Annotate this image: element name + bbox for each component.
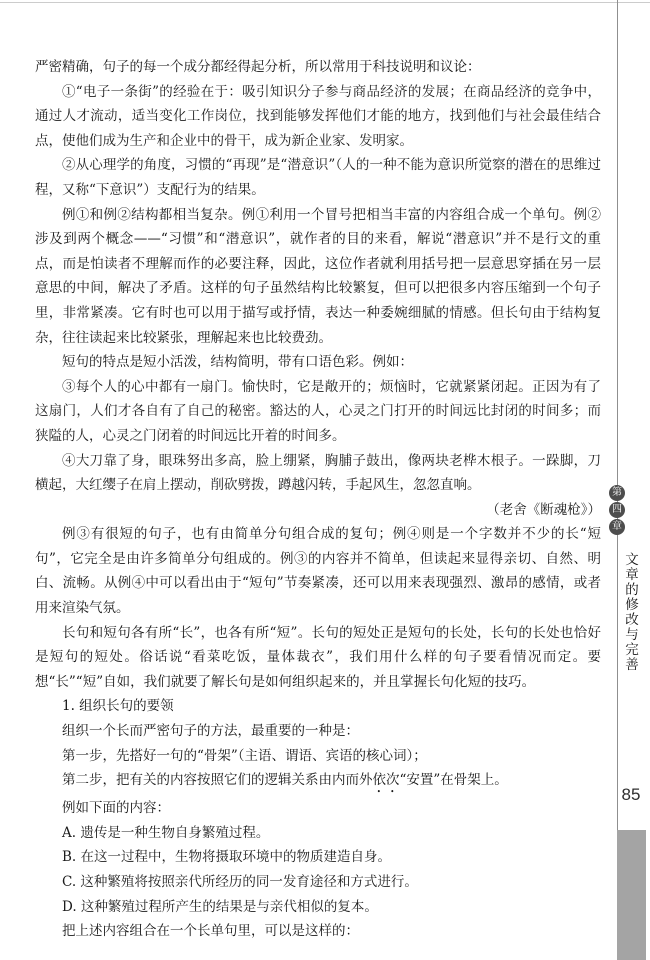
paragraph-step-1: 第一步，先搭好一句的“骨架”（主语、谓语、宾语的核心词）； bbox=[62, 747, 427, 764]
citation: （老舍《断魂枪》） bbox=[486, 501, 601, 518]
top-rule bbox=[0, 2, 650, 3]
chapter-badge-char: 第 bbox=[609, 485, 625, 501]
step-2-pre: 第二步，把有关的内容按照它们的逻辑关系由内而外 bbox=[62, 772, 373, 789]
page-number: 85 bbox=[621, 785, 641, 804]
list-item-d: D. 这种繁殖过程所产生的结果是与亲代相似的复本。 bbox=[62, 898, 378, 915]
list-item-c: C. 这种繁殖将按照亲代所经历的同一发育途径和方式进行。 bbox=[62, 874, 418, 890]
body-text bbox=[35, 55, 601, 944]
chapter-badge-char: 章 bbox=[609, 519, 625, 535]
paragraph-analysis-long-sentences: 例①和例②结构都相当复杂。例①利用一个冒号把相当丰富的内容组合成一个单句。例②涉及到两个概念——“习惯”和“潜意识”，就作者的目的来看，解说“潜意识”并不是行文的重点，而是怕读者不理解而作的必要注释，因此，这位作者就利用括号把一层意思穿插在另一层意思的中间，解决了矛盾。这样的句子虽然结构比较繁复，但可以把很多内容压缩到一个句子里，非常紧凑。它有时也可以用于描写或抒情，表达一种委婉细腻的情感。但长句由于结构复杂，往往读起来比较紧张，理解起来也比较费劲。 bbox=[35, 206, 601, 346]
section-heading: 1. 组织长句的要领 bbox=[62, 698, 174, 715]
chapter-badge bbox=[609, 485, 625, 535]
step-2-post: “安置”在骨架上。 bbox=[399, 772, 508, 789]
paragraph-method-intro: 组织一个长而严密句子的方法，最重要的一种是： bbox=[62, 723, 359, 740]
chapter-badge-char: 四 bbox=[609, 502, 625, 518]
paragraph-example-1: ①“电子一条街”的经验在于：吸引知识分子参与商品经济的发展；在商品经济的竞争中，通过人才流动，适当变化工作岗位，找到能够发挥他们才能的地方，找到他们与社会最佳结合点，使他们成为生产和企业中的骨干，成为新企业家、发明家。 bbox=[35, 83, 601, 149]
paragraph-step-2 bbox=[35, 768, 601, 796]
paragraph-long-vs-short: 长句和短句各有所“长”，也各有所“短”。长句的短处正是短句的长处，长句的长处也恰好是短句的短处。俗话说“看菜吃饭，量体裁衣”，我们用什么样的句子要看情况而定。要想“长”“短”自如，我们就要了解长句是如何组织起来的，并且掌握长句化短的技巧。 bbox=[35, 624, 601, 690]
sidebar-rule bbox=[617, 0, 618, 960]
paragraph-analysis-short-sentences: 例③有很短的句子，也有由简单分句组合成的复句；例④则是一个字数并不少的长“短句”，它完全是由许多简单分句组成的。例③的内容并不简单，但读起来显得亲切、自然、明白、流畅。从例④中可以看出由于“短句”节奏紧凑，还可以用来表现强烈、激昂的感情，或者用来渲染气氛。 bbox=[35, 526, 601, 617]
list-item-a: A. 遗传是一种生物自身繁殖过程。 bbox=[62, 824, 270, 841]
list-item-b: B. 在这一过程中，生物将摄取环境中的物质建造自身。 bbox=[62, 849, 392, 866]
bottom-edge-tab bbox=[617, 830, 646, 960]
paragraph-closing: 把上述内容组合在一个长单句里，可以是这样的： bbox=[62, 923, 359, 940]
chapter-title-vertical: 文章的修改与完善 bbox=[622, 552, 638, 672]
paragraph-example-2: ②从心理学的角度，习惯的“再现”是“潜意识”（人的一种不能为意识所觉察的潜在的思维过程，又称“下意识”）支配行为的结果。 bbox=[35, 157, 601, 198]
paragraph-short-sentence-intro: 短句的特点是短小活泼，结构简明，带有口语色彩。例如： bbox=[62, 354, 413, 371]
paragraph-example-3: ③每个人的心中都有一扇门。愉快时，它是敞开的；烦恼时，它就紧紧闭起。正因为有了这扇门，人们才各自有了自己的秘密。豁达的人，心灵之门打开的时间远比封闭的时间多；而狭隘的人，心灵之门闭着的时间远比开着的时间多。 bbox=[35, 378, 601, 444]
emphasis-dots: 依次 bbox=[372, 772, 400, 789]
paragraph-examples-intro: 例如下面的内容： bbox=[62, 800, 170, 817]
paragraph-example-4: ④大刀靠了身，眼珠努出多高，脸上绷紧，胸脯子鼓出，像两块老桦木根子。一跺脚，刀横起，大红缨子在肩上摆动，削砍劈拨，蹲越闪转，手起风生，忽忽直响。 bbox=[35, 452, 601, 494]
paragraph-intro-continuation: 严密精确，句子的每一个成分都经得起分析，所以常用于科技说明和议论： bbox=[35, 59, 481, 75]
